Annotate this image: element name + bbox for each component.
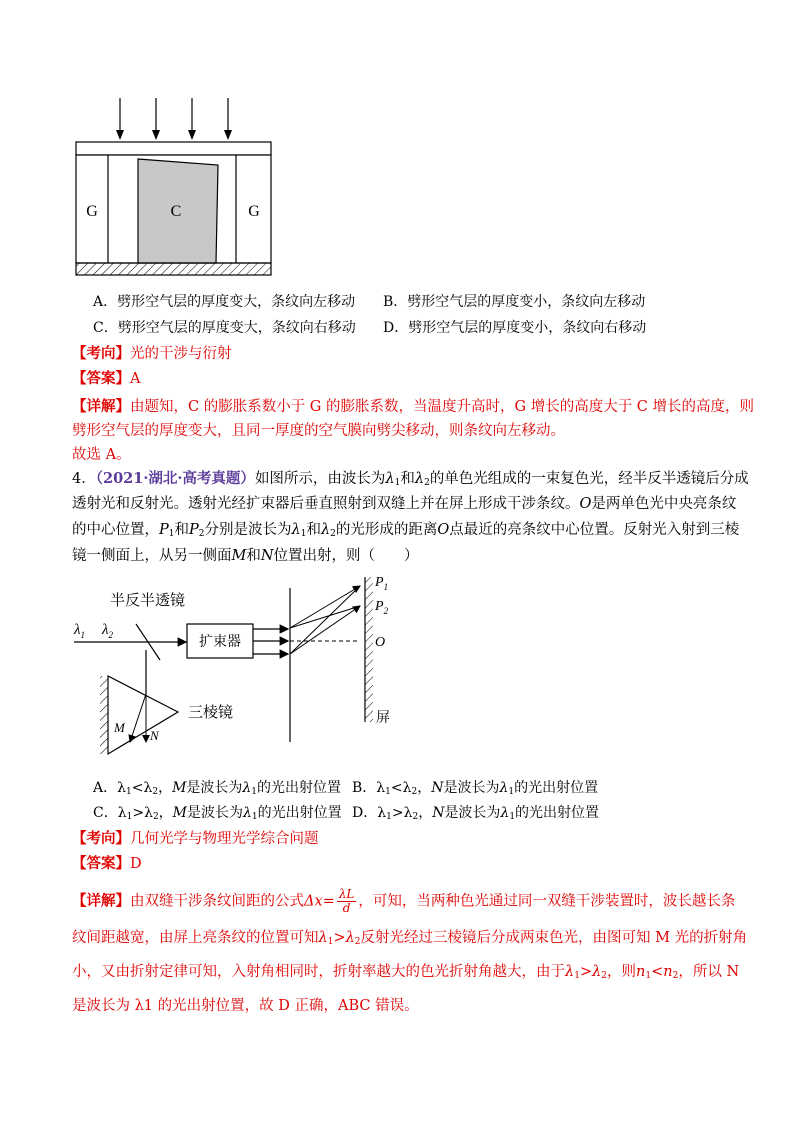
o-label: O xyxy=(375,635,386,650)
q4-stem-line4: 镜一侧面上，从另一侧面M和N位置出射，则（ ） xyxy=(72,548,419,564)
q4-option-c[interactable]: C．$\lambda_1>\lambda_2$，M是波长为$\lambda_1$的光出射位置 xyxy=(93,805,342,822)
screen-label: 屏 xyxy=(376,710,390,726)
lambda2-label: $\lambda_2$ xyxy=(102,622,113,640)
p2-label: $P_2$ xyxy=(375,599,389,616)
label-c: C xyxy=(170,203,182,220)
q4-stem-line3: 的中心位置，$P_1$和$P_2$分别是波长为$\lambda_1$和$\lambda_2$的光形成的距离O点最近的亮条纹中心位置。反射光入射到三棱 xyxy=(72,522,740,539)
q3-detail-line2: 劈形空气层的厚度变大，且同一厚度的空气膜向劈尖移动，则条纹向左移动。 xyxy=(72,423,565,439)
q4-option-a[interactable]: A．$\lambda_1<\lambda_2$，M是波长为$\lambda_1$的光出射位置 xyxy=(93,780,342,797)
m-label: M xyxy=(114,720,125,735)
q4-detail-line3: 小，又由折射定律可知，入射角相同时，折射率越大的色光折射角越大，由于$\lambda_1>\lambda_2$，则$n_1<n_2$，所以 N xyxy=(72,964,740,981)
q3-option-b[interactable]: B．劈形空气层的厚度变小，条纹向左移动 xyxy=(383,294,646,310)
double-slit-figure xyxy=(70,572,410,762)
q3-option-c[interactable]: C．劈形空气层的厚度变大，条纹向右移动 xyxy=(93,320,356,336)
prism-label: 三棱镜 xyxy=(188,703,234,721)
q4-topic: 【考向】几何光学与物理光学综合问题 xyxy=(72,830,319,847)
n-label: N xyxy=(150,728,159,743)
q3-topic: 【考向】光的干涉与衍射 xyxy=(72,345,232,362)
q3-detail-line1: 【详解】由题知，C 的膨胀系数小于 G 的膨胀系数，当温度升高时，G 增长的高度大于 C 增长的高度，则 xyxy=(72,398,755,415)
q3-answer: 【答案】A xyxy=(72,370,141,387)
half-mirror-label: 半反半透镜 xyxy=(110,591,186,609)
label-g-left: G xyxy=(86,203,98,220)
q4-source: （2021·湖北·高考真题） xyxy=(95,470,255,487)
label-g-right: G xyxy=(248,203,260,220)
q4-detail-line4: 是波长为 λ1 的光出射位置，故 D 正确，ABC 错误。 xyxy=(72,998,419,1014)
lambda1-label: $\lambda_1$ xyxy=(74,622,85,640)
q3-option-a[interactable]: A．劈形空气层的厚度变大，条纹向左移动 xyxy=(93,294,356,310)
thermal-expansion-figure xyxy=(72,92,274,282)
q4-stem-line1: 4．（2021·湖北·高考真题）如图所示，由波长为$\lambda_1$和$\lambda_2$的单色光组成的一束复色光，经半反半透镜后分成 xyxy=(72,470,749,488)
q4-detail-line1: 【详解】由双缝干涉条纹间距的公式Δx= $\frac{\lambda L}{d}$ ，可知，当两种色光通过同一双缝干涉装置时，波长越长条 xyxy=(72,887,736,915)
q4-answer: 【答案】D xyxy=(72,855,142,872)
q4-option-d[interactable]: D．$\lambda_1>\lambda_2$，N是波长为$\lambda_1$的光出射位置 xyxy=(352,805,600,822)
q4-stem-line2: 透射光和反射光。透射光经扩束器后垂直照射到双缝上并在屏上形成干涉条纹。O是两单色光中央亮条纹 xyxy=(72,496,737,512)
q4-detail-line2: 纹间距越宽，由屏上亮条纹的位置可知$\lambda_1>\lambda_2$反射光经过三棱镜后分成两束色光，由图可知 M 光的折射角 xyxy=(72,930,748,947)
beam-expander-label: 扩束器 xyxy=(199,634,241,650)
q3-conclusion: 故选 A。 xyxy=(72,447,131,463)
p1-label: $P_1$ xyxy=(375,575,389,592)
q4-option-b[interactable]: B．$\lambda_1<\lambda_2$，N是波长为$\lambda_1$的光出射位置 xyxy=(352,780,599,797)
q3-option-d[interactable]: D．劈形空气层的厚度变小，条纹向右移动 xyxy=(383,320,647,336)
